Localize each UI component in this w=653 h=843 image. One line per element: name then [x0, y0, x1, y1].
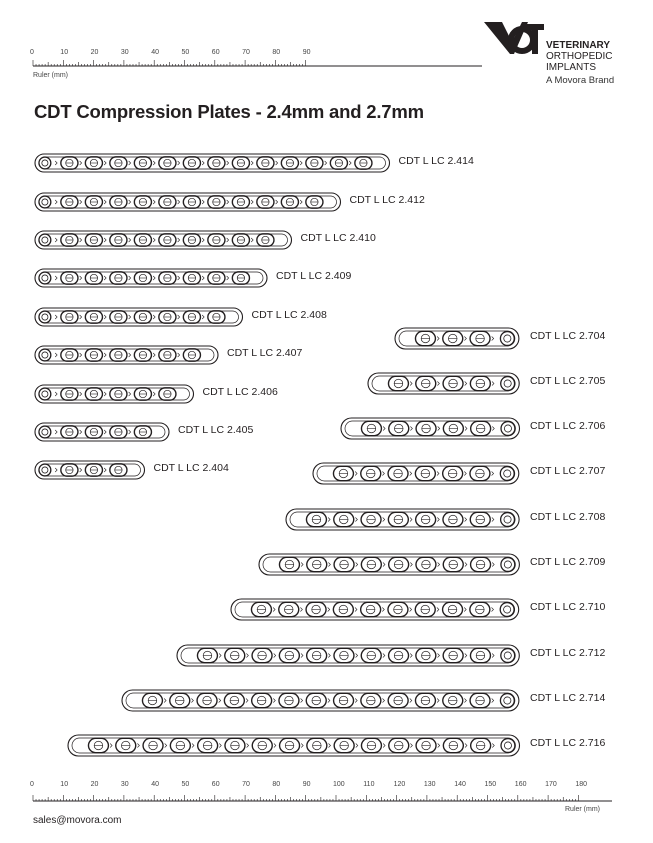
ruler-tick-label: 100 [333, 781, 345, 788]
ruler-tick-label: 40 [151, 49, 159, 56]
plate-label: CDT L LC 2.707 [530, 465, 606, 477]
ruler-tick-label: 30 [120, 781, 129, 788]
plate-label: CDT L LC 2.409 [276, 270, 352, 282]
brand-tagline: A Movora Brand [546, 75, 615, 86]
brand-line-2: ORTHOPEDIC [546, 51, 613, 62]
brand-line-3: IMPLANTS [546, 62, 597, 73]
ruler-tick-label: 180 [575, 781, 588, 788]
plate-label: CDT L LC 2.705 [530, 375, 606, 387]
plate-label: CDT L LC 2.406 [202, 386, 278, 398]
plate-label: CDT L LC 2.404 [153, 462, 229, 474]
brand-line-1: VETERINARY [546, 40, 611, 51]
ruler-tick-label: 130 [423, 781, 436, 788]
ruler-tick-label: 50 [181, 49, 190, 56]
ruler-tick-label: 40 [151, 781, 159, 788]
plate-label: CDT L LC 2.410 [300, 232, 376, 244]
plate-label: CDT L LC 2.712 [530, 647, 606, 659]
ruler-tick-label: 90 [302, 781, 311, 788]
ruler-tick-label: 20 [90, 49, 99, 56]
ruler-tick-label: 90 [302, 49, 311, 56]
ruler-tick-label: 10 [60, 781, 69, 788]
plate-label: CDT L LC 2.704 [530, 330, 606, 342]
ruler-tick-label: 10 [60, 49, 69, 56]
ruler-tick-label: 70 [242, 781, 250, 788]
plate-label: CDT L LC 2.408 [251, 309, 327, 321]
plate-label: CDT L LC 2.708 [530, 511, 606, 523]
page-title: CDT Compression Plates - 2.4mm and 2.7mm [34, 101, 424, 122]
ruler-tick-label: 80 [272, 49, 281, 56]
ruler-tick-label: 60 [211, 781, 220, 788]
plate-label: CDT L LC 2.709 [530, 556, 606, 568]
plate-label: CDT L LC 2.412 [349, 194, 425, 206]
ruler-tick-label: 70 [242, 49, 250, 56]
bottom-ruler-caption: Ruler (mm) [565, 806, 600, 813]
ruler-tick-label: 80 [272, 781, 281, 788]
plate-label: CDT L LC 2.405 [178, 424, 254, 436]
ruler-tick-label: 30 [120, 49, 129, 56]
contact-email[interactable]: sales@movora.com [33, 815, 122, 826]
ruler-tick-label: 110 [363, 781, 375, 788]
ruler-tick-label: 140 [454, 781, 466, 788]
plate-label: CDT L LC 2.710 [530, 601, 606, 613]
plate-label: CDT L LC 2.414 [398, 155, 474, 167]
top-ruler-caption: Ruler (mm) [33, 72, 68, 79]
ruler-tick-label: 60 [211, 49, 220, 56]
ruler-tick-label: 0 [30, 781, 34, 788]
plate-label: CDT L LC 2.706 [530, 420, 606, 432]
ruler-tick-label: 20 [90, 781, 99, 788]
ruler-tick-label: 170 [545, 781, 557, 788]
plate-label: CDT L LC 2.714 [530, 692, 606, 704]
plate-label: CDT L LC 2.716 [530, 737, 606, 749]
ruler-tick-label: 120 [393, 781, 406, 788]
ruler-tick-label: 0 [30, 49, 34, 56]
ruler-tick-label: 150 [484, 781, 497, 788]
ruler-tick-label: 160 [514, 781, 527, 788]
ruler-tick-label: 50 [181, 781, 190, 788]
plate-label: CDT L LC 2.407 [227, 347, 303, 359]
